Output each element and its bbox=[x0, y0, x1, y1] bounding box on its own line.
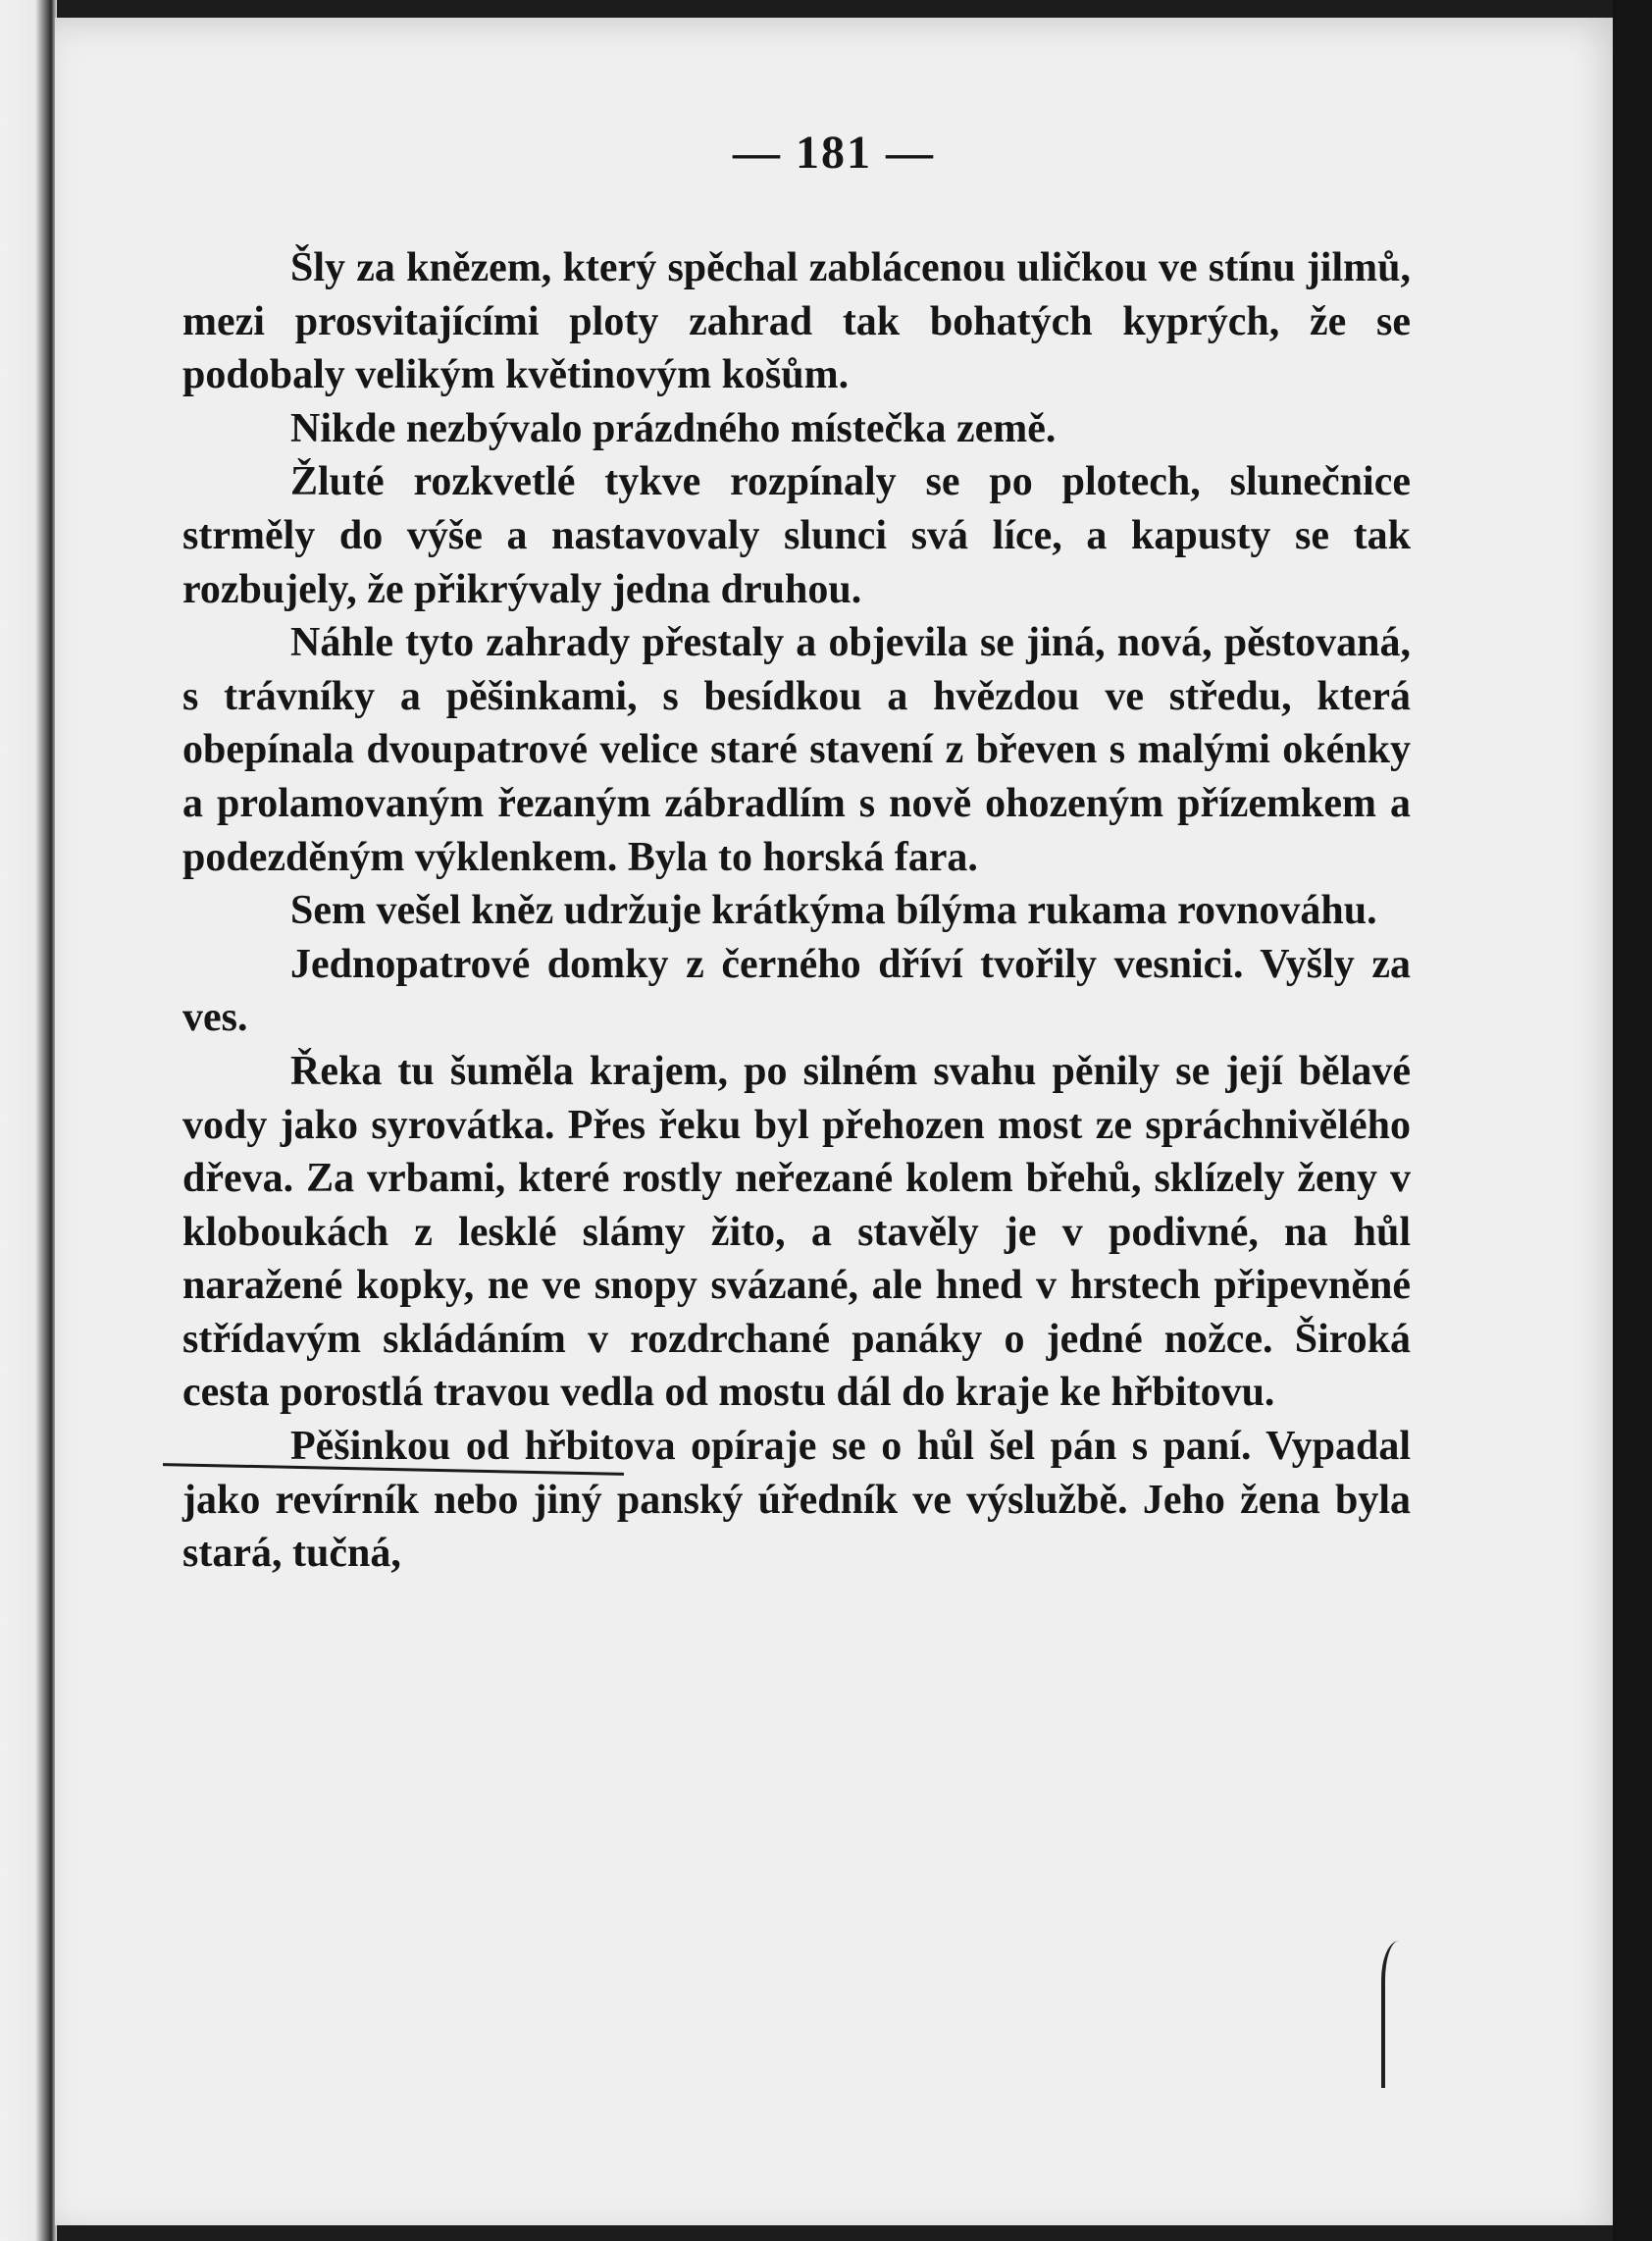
margin-bracket-mark bbox=[1381, 1941, 1407, 2088]
page-number: — 181 — bbox=[733, 127, 935, 179]
scan-edge bbox=[1613, 0, 1652, 2241]
paragraph-8: Pěšinkou od hřbitova opíraje se o hůl šel pán s paní. Vypadal jako revírník nebo jiný panský úředník ve výslužbě. Jeho žena byla stará, tučná, bbox=[182, 1424, 1411, 1577]
paragraph-2: Nikde nezbývalo prázdného místečka země. bbox=[290, 405, 1057, 451]
paragraph-4: Náhle tyto zahrady přestaly a objevila se jiná, nová, pěstovaná, s trávníky a pěšinkami, s besídkou a hvězdou ve středu, která obepínala dvoupatrové velice staré stavení z břeven s malými okénky a prolamovaným řezaným zábradlím s nově ohozeným přízemkem a podezděným výklenkem. Byla to horská fara. bbox=[182, 620, 1411, 880]
paragraph-3: Žluté rozkvetlé tykve rozpínaly se po plotech, slunečnice strměly do výše a nastavovaly slunci svá líce, a kapusty se tak rozbujely, že přikrývaly jedna druhou. bbox=[182, 459, 1411, 612]
book-gutter bbox=[0, 0, 57, 2241]
paragraph-1: Šly za knězem, který spěchal zablácenou uličkou ve stínu jilmů, mezi prosvitajícími ploty zahrad tak bohatých kyprých, že se podobaly velikým květinovým košům. bbox=[182, 245, 1411, 398]
paragraph-6: Jednopatrové domky z černého dříví tvořily vesnici. Vyšly za ves. bbox=[182, 941, 1411, 1041]
book-page bbox=[55, 18, 1613, 2225]
paragraph-7: Řeka tu šuměla krajem, po silném svahu pěnily se její bělavé vody jako syrovátka. Přes řeku byl přehozen most ze spráchnivělého dřeva. Za vrbami, které rostly neřezané kolem břehů, sklízely ženy v kloboukách z lesklé slámy žito, a stavěly je v podivné, na hůl naražené kopky, ne ve snopy svázané, ale hned v hrstech připevněné střídavým skládáním v rozdrchané panáky o jedné nožce. Široká cesta porostlá travou vedla od mostu dál do kraje ke hřbitovu. bbox=[182, 1048, 1411, 1416]
page-text bbox=[182, 241, 1411, 1581]
paragraph-5: Sem vešel kněz udržuje krátkýma bílýma rukama rovnováhu. bbox=[290, 888, 1377, 934]
